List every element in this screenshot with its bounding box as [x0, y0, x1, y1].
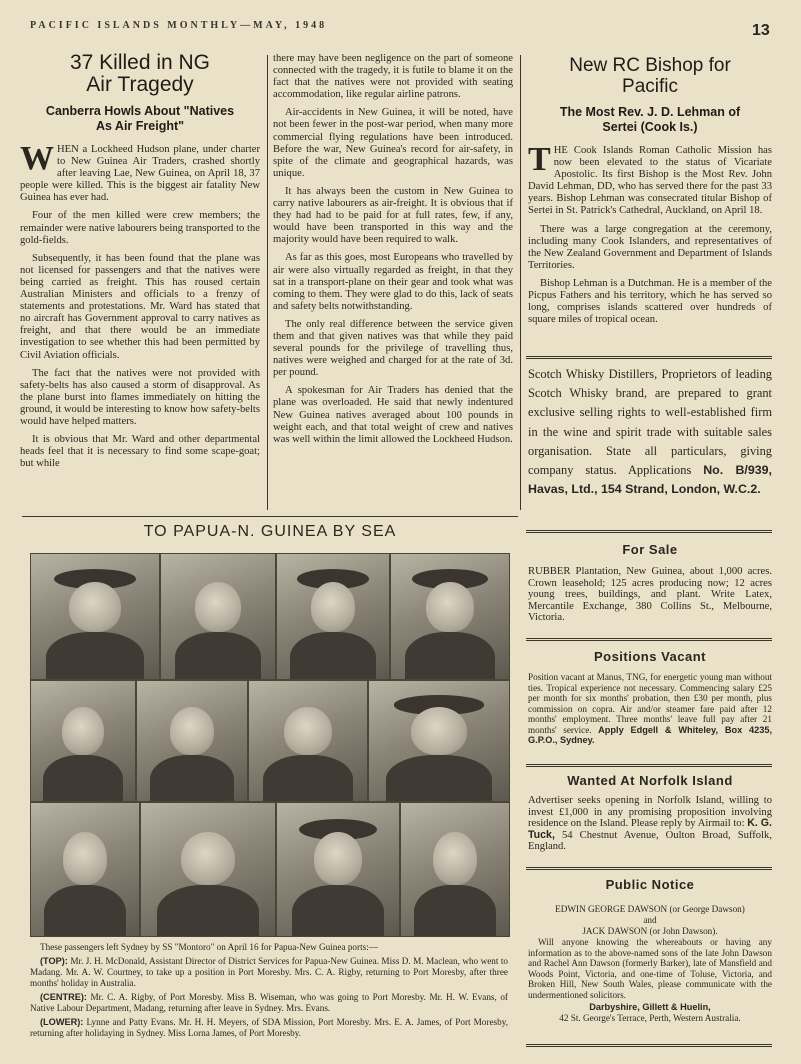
crash-paragraph-7: Air-accidents in New Guinea, it will be noted, have not been fewer in the post-war period, when many more commercial flying regulations have been introduced. Before the war, New Guinea's record for air-safety, in spite of the climate and geographical hazards, was unique. [273, 107, 513, 179]
bishop-article [528, 55, 772, 332]
portrait-photo [160, 553, 276, 680]
photo-feature-title: TO PAPUA-N. GUINEA BY SEA [143, 523, 397, 540]
positions-vacant-contact: Apply Edgell & Whiteley, Box 4235, G.P.O., Sydney. [528, 724, 773, 745]
section-divider [526, 764, 772, 767]
public-notice-body [528, 904, 772, 1024]
bishop-paragraph-2: There was a large congregation at the ceremony, including many Cook Islanders, and representatives of the New Zealand Government and Department of Islands Territories. [528, 223, 772, 271]
crash-paragraph-2: Four of the men killed were crew members; the remainder were native labourers being transported to the gold-fields. [20, 210, 260, 246]
portrait-photo [30, 802, 140, 937]
photo-feature-top-rule [22, 516, 518, 517]
portrait-photo [136, 680, 248, 802]
portrait-photo [276, 802, 400, 937]
photo-grid [30, 553, 510, 935]
public-notice-heading: Public Notice [605, 877, 695, 892]
running-head: PACIFIC ISLANDS MONTHLY—MAY, 1948 [30, 20, 328, 31]
for-sale-heading: For Sale [622, 542, 678, 557]
column-divider [520, 55, 521, 510]
portrait-photo [30, 680, 136, 802]
crash-article-column-2 [273, 53, 513, 452]
notice-name-2: JACK DAWSON (or John Dawson). [582, 926, 718, 936]
section-divider [526, 638, 772, 641]
portrait-photo [276, 553, 390, 680]
notice-solicitors: Darbyshire, Gillett & Huelin, [589, 1002, 711, 1012]
portrait-photo [368, 680, 510, 802]
notice-text: Will anyone knowing the whereabouts or having any information as to the above-named sons of the late John Dawson and Rachel Ann Dawson (formerly Barker), late of Mansfield and Woods Point, Victoria, and one-time of Toluse, Victoria, and Broken Hill, New South Wales, please communicate with the undermentioned solicitors. [528, 937, 772, 1000]
section-divider [526, 530, 772, 533]
portrait-photo [30, 553, 160, 680]
for-sale-body: RUBBER Plantation, New Guinea, about 1,000 acres. Crown leasehold; 125 acres producing now; 12 acres young trees, buildings, and plant. Write Latex, Mercantile Exchange, 380 Collins St., Melbourne, Victoria. [528, 566, 772, 624]
crash-paragraph-3: Subsequently, it has been found that the plane was not licensed for passengers and that the natives were being carried as freight. This has roused certain Australian Ministers and officials to a frenzy of statements and protestations. Mr. Ward has stated that no aircraft has Government approval to carry natives as freight, and that there would be an immediate investigation to see whether this had been permitted by Civil Aviation officials. [20, 252, 260, 361]
section-divider [526, 1044, 772, 1047]
wanted-norfolk-heading: Wanted At Norfolk Island [567, 773, 733, 788]
wanted-norfolk-contact: K. G. Tuck, [528, 817, 772, 841]
caption-intro: These passengers left Sydney by SS "Montoro" on April 16 for Papua-New Guinea ports:— [40, 942, 378, 952]
crash-paragraph-10: The only real difference between the service given them and that given natives was that while they paid several pounds for the privilege of travelling thus, natives were weighed and charged for at the rate of 3d. per pound. [273, 318, 513, 379]
portrait-photo [390, 553, 510, 680]
notice-solicitors-address: 42 St. George's Terrace, Perth, Western Australia. [559, 1013, 741, 1023]
crash-headline: 37 Killed in NG Air Tragedy [69, 51, 211, 96]
crash-paragraph-9: As far as this goes, most Europeans who travelled by air were also virtually regarded as freight, in that they sat in a transport-plane on their gear and took what was coming to them. They were glad to do this, lack of seats and safety belts notwithstanding. [273, 252, 513, 312]
whisky-advertisement: Scotch Whisky Distillers, Proprietors of leading Scotch Whisky brand, are prepared to grant exclusive selling rights to well-established firm in the wine and spirit trade with suitable sales organisation. State all particulars, giving company status. Applications No. B/939, Havas, Ltd., 154 Strand, London, W.C.2. [528, 367, 772, 497]
whisky-ad-address: No. B/939, Havas, Ltd., 154 Strand, London, W.C.2. [528, 463, 772, 497]
bishop-paragraph-3: Bishop Lehman is a Dutchman. He is a member of the Picpus Fathers and his territory, which he has served so long, comprises islands scattered over hundreds of square miles of tropical ocean. [528, 277, 772, 326]
portrait-photo [248, 680, 368, 802]
crash-paragraph-6: there may have been negligence on the part of someone connected with the tragedy, it is futile to blame it on the fact that the natives were not provided with seating accommodation, like regular airline patrons. [273, 53, 513, 101]
portrait-photo [140, 802, 276, 937]
portrait-photo [400, 802, 510, 937]
crash-article-column-1 [20, 52, 260, 476]
notice-name-1: EDWIN GEORGE DAWSON (or George Dawson) [555, 904, 745, 914]
positions-vacant-heading: Positions Vacant [593, 649, 707, 664]
crash-paragraph-11: A spokesman for Air Traders has denied that the plane was overloaded. He said that newly indentured New Guinea natives averaged about 100 pounds in weight each, and that total weight of crew and natives was well within the limit allowed the Lockheed Hudson. [273, 385, 513, 445]
crash-paragraph-1: WHEN a Lockheed Hudson plane, under charter to New Guinea Air Traders, crashed shortly after leaving Lae, New Guinea, on April 18, 37 people were killed. This is the biggest air fatality New Guinea has ever had. [20, 140, 260, 204]
section-divider [526, 356, 772, 359]
bishop-headline: New RC Bishop for Pacific [569, 55, 731, 97]
photo-caption [30, 942, 508, 1042]
crash-subheadline: Canberra Howls About "Natives As Air Freight" [45, 104, 235, 133]
caption-top: (TOP): Mr. J. H. McDonald, Assistant Director of District Services for Papua-New Guinea. Miss D. M. Maclean, who went to Madang. Mr. A. W. Courtney, to take up a position in Port Moresby. Mrs. C. A. Rigby, returning to Port Moresby, after three months' holiday in Australia. [30, 956, 509, 988]
crash-paragraph-5: It is obvious that Mr. Ward and other departmental heads feel that it is necessary to find some scape-goat; but while [20, 434, 260, 470]
column-divider [267, 55, 268, 510]
wanted-norfolk-body: Advertiser seeks opening in Norfolk Island, willing to invest £1,000 in any promising proposition involving residence on the Island. Please reply by Airmail to: K. G. Tuck, 54 Chestnut Avenue, Oulton Broad, Suffolk, England. [528, 795, 772, 853]
section-divider [526, 867, 772, 870]
positions-vacant-body: Position vacant at Manus, TNG, for energetic young man without ties. Tropical experience not necessary. Commencing salary £25 per month for six months' probation, then £30 per month, plus commission on copra. Air and/or steamer fare paid after 12 months' employment. Three months' leave full pay after 21 months' service. Apply Edgell & Whiteley, Box 4235, G.P.O., Sydney. [528, 672, 773, 745]
caption-lower: (LOWER): Lynne and Patty Evans. Mr. H. H. Meyers, of SDA Mission, Port Moresby. Mrs. E. A. James, of Port Moresby, returning after holidaying in Sydney. Miss Lorna James, of Port Moresby. [30, 1017, 508, 1038]
notice-and: and [643, 915, 657, 925]
page-number: 13 [752, 22, 770, 39]
caption-centre: (CENTRE): Mr. C. A. Rigby, of Port Moresby. Miss B. Wiseman, who was going to Port Moresby. Mr. H. W. Evans, of Native Labour Department, Madang, returning after leave in Sydney. Mrs. Evans. [30, 992, 508, 1013]
crash-paragraph-4: The fact that the natives were not provided with safety-belts has also caused a storm of disapproval. As the plane burst into flames immediately on hitting the ground, it would be interesting to know how safety-belts would have helped matters. [20, 367, 260, 427]
bishop-subheadline: The Most Rev. J. D. Lehman of Sertei (Cook Is.) [559, 105, 741, 134]
crash-dropcap: W [20, 140, 54, 177]
bishop-paragraph-1: THE Cook Islands Roman Catholic Mission has now been elevated to the status of Vicariate Apostolic. Its first Bishop is the Most Rev. John David Lehman, DD, who has served there for the past 33 years. Bishop Lehman was consecrated titular Bishop of Sertei in St. Patrick's Cathedral, Auckland, on April 18. [528, 141, 772, 217]
bishop-dropcap: T [528, 141, 551, 178]
crash-paragraph-8: It has always been the custom in New Guinea to carry native labourers as air-freight. It is obvious that if they had had to be paid for at full rates, few, if any, would have been transported in this way and the majority would have been required to walk. [273, 185, 513, 246]
